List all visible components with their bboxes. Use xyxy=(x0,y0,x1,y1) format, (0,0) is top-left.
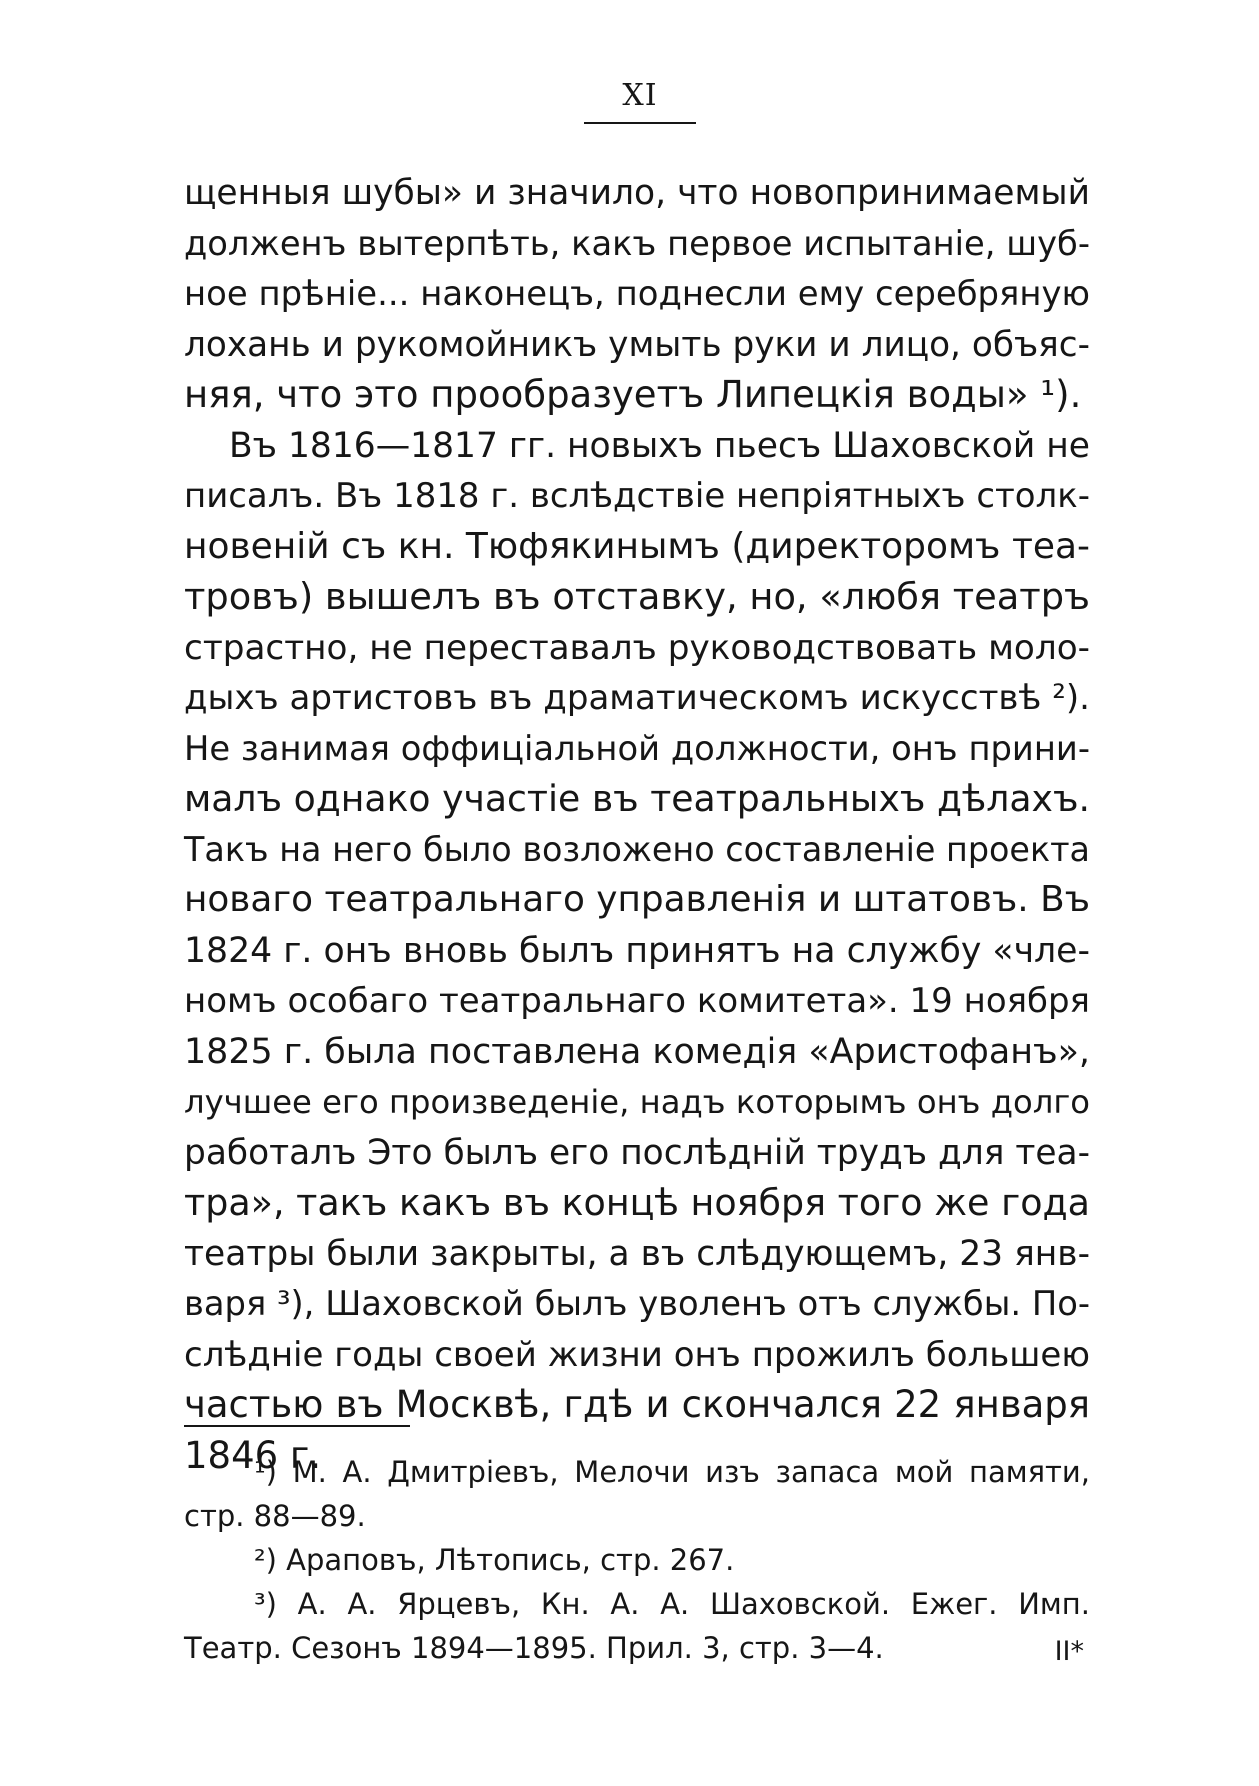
body-line: писалъ. Въ 1818 г. вслѣдствіе непріятныхъ столк- xyxy=(184,476,1090,516)
body-line: Не занимая оффиціальной должности, онъ прини- xyxy=(184,728,1090,768)
body-line: щенныя шубы» и значило, что новопринимаемый xyxy=(184,173,1090,213)
body-line: малъ однако участіе въ театральныхъ дѣлахъ. xyxy=(184,777,1090,820)
footnote-separator xyxy=(184,1425,410,1427)
page-number: XI xyxy=(622,78,658,113)
body-line: Въ 1816—1817 гг. новыхъ пьесъ Шаховской не xyxy=(229,425,1090,466)
footnote-line: ²) Араповъ, Лѣтопись, стр. 267. xyxy=(254,1543,735,1577)
body-line: 1846 г. xyxy=(184,1433,322,1477)
page-header xyxy=(580,78,700,124)
body-line: новеній съ кн. Тюфякинымъ (директоромъ теа- xyxy=(184,525,1090,567)
footnotes xyxy=(184,1450,1090,1670)
body-line: ное прѣніе... наконецъ, поднесли ему серебряную xyxy=(184,274,1090,313)
body-line: 1825 г. была поставлена комедія «Аристофанъ», xyxy=(184,1031,1090,1072)
body-line: страстно, не переставалъ руководствовать моло- xyxy=(184,627,1090,668)
body-line: частью въ Москвѣ, гдѣ и скончался 22 января xyxy=(184,1383,1090,1426)
body-line: 1824 г. онъ вновь былъ принятъ на службу «чле- xyxy=(184,930,1090,971)
body-line: новаго театральнаго управленія и штатовъ. Въ xyxy=(184,879,1090,920)
footnote-line: стр. 88—89. xyxy=(184,1499,366,1533)
body-line: театры были закрыты, а въ слѣдующемъ, 23 янв- xyxy=(184,1233,1090,1274)
body-line: тровъ) вышелъ въ отставку, но, «любя театръ xyxy=(184,575,1090,618)
body-line: Такъ на него было возложено составленіе проекта xyxy=(184,829,1090,869)
footnote-line: Театр. Сезонъ 1894—1895. Прил. 3, стр. 3—4. xyxy=(184,1631,884,1665)
body-text xyxy=(184,168,1090,1481)
body-line: лучшее его произведеніе, надъ которымъ онъ долго xyxy=(184,1083,1090,1121)
footnote-line: ³) А. А. Ярцевъ, Кн. А. А. Шаховской. Ежег. Имп. xyxy=(254,1587,1090,1621)
body-line: дыхъ артистовъ въ драматическомъ искусствѣ ²). xyxy=(184,678,1090,718)
body-line: номъ особаго театральнаго комитета». 19 ноября xyxy=(184,981,1090,1021)
body-line: няя, что это прообразуетъ Липецкія воды» ¹). xyxy=(184,373,1082,416)
footnote-line: ¹) М. А. Дмитріевъ, Мелочи изъ запаса мой памяти, xyxy=(254,1455,1090,1489)
header-rule xyxy=(584,122,696,124)
body-line: работалъ Это былъ его послѣдній трудъ для теа- xyxy=(184,1132,1090,1173)
body-line: долженъ вытерпѣть, какъ первое испытаніе, шуб- xyxy=(184,223,1090,263)
signature-mark: II* xyxy=(1054,1636,1084,1667)
body-line: варя ³), Шаховской былъ уволенъ отъ службы. По- xyxy=(184,1284,1090,1323)
body-line: тра», такъ какъ въ концѣ ноября того же года xyxy=(184,1181,1090,1224)
body-line: слѣдніе годы своей жизни онъ прожилъ большею xyxy=(184,1334,1090,1375)
body-line: лохань и рукомойникъ умыть руки и лицо, объяс- xyxy=(184,324,1090,365)
